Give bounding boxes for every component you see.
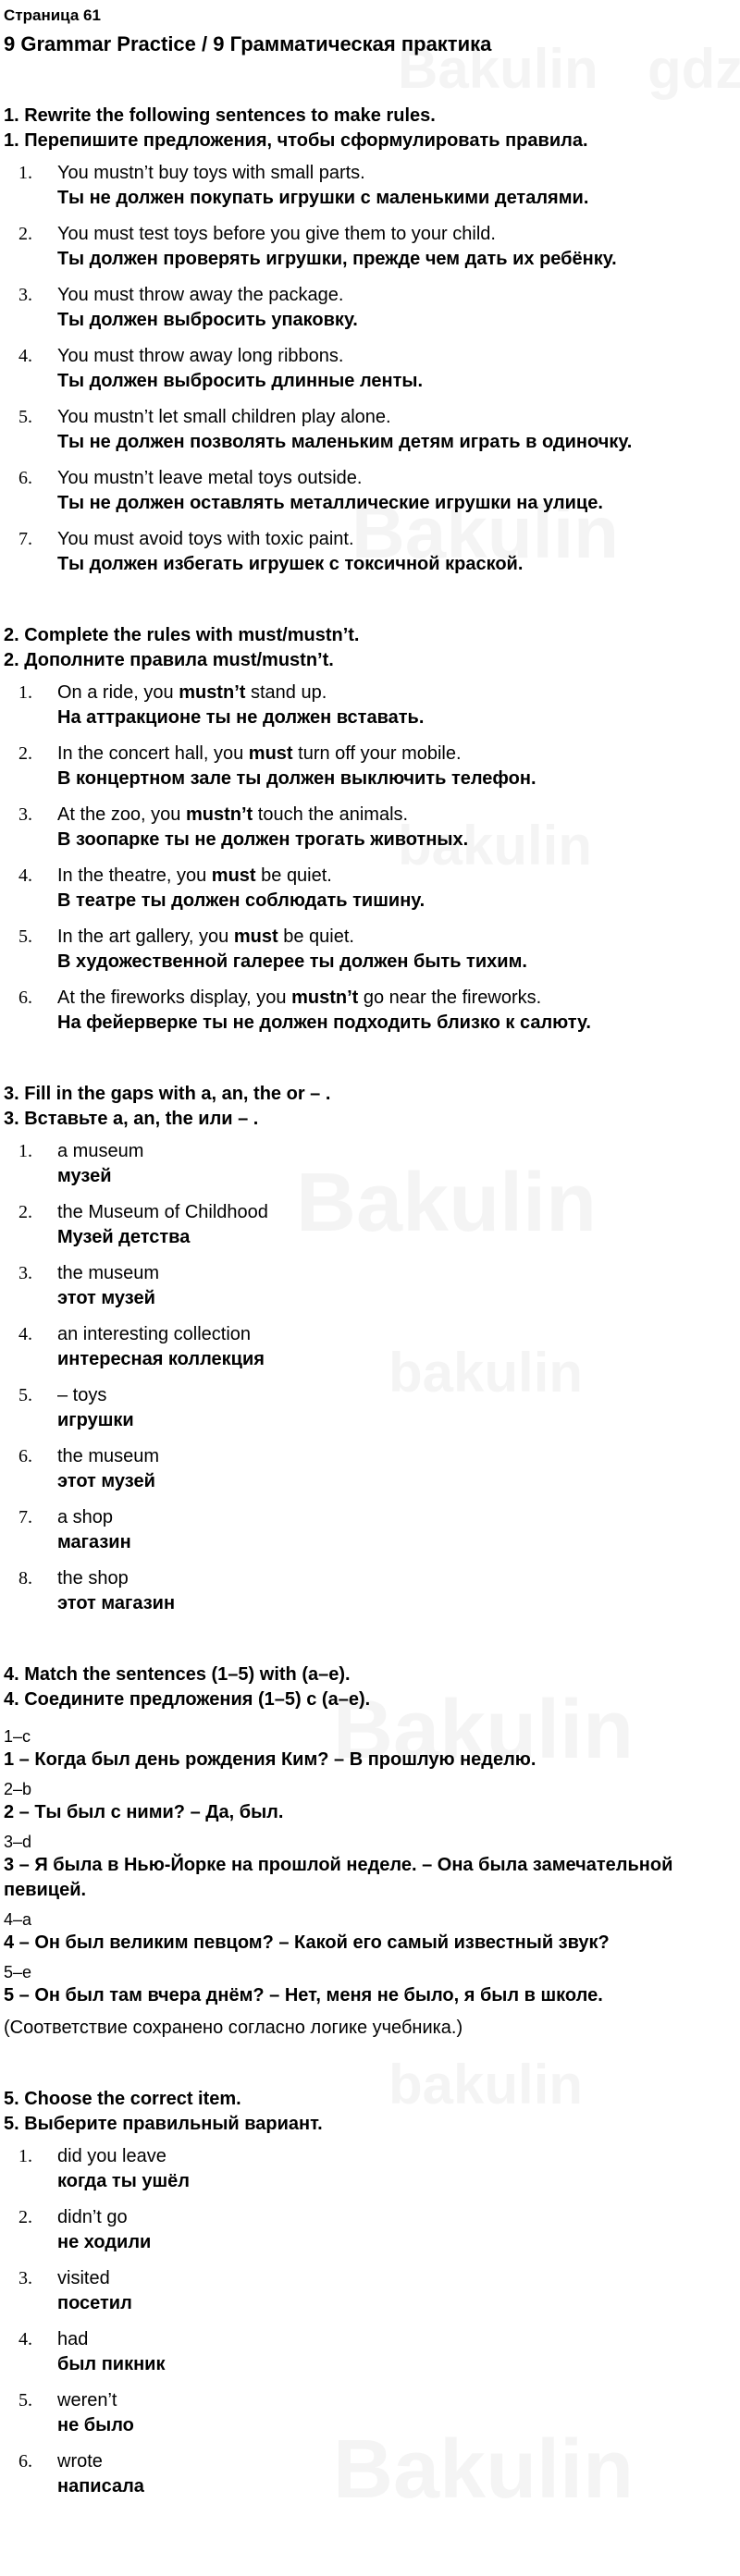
list-item [4,986,736,1036]
match-text: 4 – Он был великим певцом? – Какой его самый известный звук? [4,1932,610,1953]
item-number: 6. [18,468,32,488]
list-item [4,925,736,975]
sentence-end: turn off your mobile. [292,743,462,764]
sentence-start: In the concert hall, you [57,743,249,764]
list-item [4,1566,736,1616]
list-item [4,1444,736,1494]
task-2 [4,623,736,1036]
item-russian: Ты не должен покупать игрушки с маленькими деталями. [57,188,589,208]
item-number: 6. [18,2451,32,2472]
item-english: You must throw away long ribbons. [57,346,344,366]
item-number: 2. [18,224,32,244]
item-number: 2. [18,743,32,764]
item-english: the shop [57,1568,129,1589]
list-item [4,1322,736,1372]
item-russian: Ты должен выбросить длинные ленты. [57,371,424,391]
answer-word: mustn’t [291,987,359,1008]
list-item [4,1139,736,1189]
match-code: 3–d [4,1833,32,1851]
answer-word: mustn’t [185,804,253,825]
item-russian: посетил [57,2293,132,2313]
sentence-end: go near the fireworks. [358,987,542,1008]
item-english: an interesting collection [57,1324,252,1344]
task-5-title-ru: 5. Выберите правильный вариант. [4,2114,323,2134]
item-english [57,681,736,705]
answer-word: must [233,926,278,947]
task-1 [4,104,736,577]
item-number: 2. [18,2207,32,2227]
item-russian: написала [57,2476,144,2496]
list-item [4,2388,736,2438]
sentence-start: In the theatre, you [57,865,212,886]
task-3-title-ru: 3. Вставьте a, an, the или – . [4,1109,259,1129]
item-english: a shop [57,1507,114,1527]
sentence-start: In the art gallery, you [57,926,234,947]
task-4-title-ru: 4. Соедините предложения (1–5) с (a–e). [4,1689,371,1710]
list-item [4,1261,736,1311]
item-number: 4. [18,346,32,366]
item-number: 7. [18,529,32,549]
match-code: 2–b [4,1780,32,1798]
list-item [4,283,736,333]
match-text: 2 – Ты был с ними? – Да, был. [4,1802,284,1822]
item-russian: Ты должен проверять игрушки, прежде чем дать их ребёнку. [57,249,617,269]
item-number: 3. [18,285,32,305]
item-english: weren’t [57,2390,117,2410]
item-number: 3. [18,804,32,825]
list-item [4,222,736,272]
item-english: visited [57,2268,110,2288]
task-3 [4,1082,736,1616]
task-4-answers [4,1725,736,2041]
item-number: 1. [18,163,32,183]
task-4 [4,1662,736,2041]
item-russian: был пикник [57,2354,166,2374]
list-item [4,803,736,853]
task-5 [4,2087,736,2499]
sentence-end: touch the animals. [253,804,409,825]
item-number: 8. [18,1568,32,1589]
item-english [57,925,736,950]
task-1-list [4,161,736,577]
item-english: You mustn’t let small children play alone. [57,407,391,427]
match-code: 4–a [4,1910,32,1929]
item-english [57,742,736,767]
item-number: 5. [18,926,32,947]
item-russian: В театре ты должен соблюдать тишину. [57,890,426,911]
item-russian: Ты должен выбросить упаковку. [57,310,358,330]
item-number: 4. [18,865,32,886]
item-number: 2. [18,1202,32,1222]
item-russian: этот магазин [57,1593,176,1613]
item-number: 5. [18,407,32,427]
item-russian: интересная коллекция [57,1349,265,1369]
sentence-start: At the fireworks display, you [57,987,292,1008]
item-number: 6. [18,987,32,1008]
list-item [4,405,736,455]
item-english: – toys [57,1385,107,1405]
task-2-title-en: 2. Complete the rules with must/mustn’t. [4,625,360,645]
item-russian: не было [57,2415,134,2435]
item-number: 3. [18,2268,32,2288]
item-russian: этот музей [57,1288,155,1308]
item-english [57,986,736,1011]
item-number: 5. [18,1385,32,1405]
item-english: had [57,2329,89,2349]
item-english: You must throw away the package. [57,285,344,305]
task-5-title-en: 5. Choose the correct item. [4,2089,241,2109]
item-english [57,803,736,828]
item-russian: игрушки [57,1410,134,1430]
task-4-note: (Соответствие сохранено согласно логике учебника.) [4,2018,463,2038]
item-english: the museum [57,1446,160,1466]
page-title: 9 Grammar Practice / 9 Грамматическая практика [4,32,492,55]
list-item [4,527,736,577]
list-item [4,1505,736,1555]
item-number: 4. [18,2329,32,2349]
item-english: You mustn’t buy toys with small parts. [57,163,365,183]
list-item [4,2327,736,2377]
item-russian: Ты не должен позволять маленьким детям играть в одиночку. [57,432,633,452]
list-item [4,1383,736,1433]
answer-word: must [248,743,293,764]
answer-word: must [211,865,256,886]
item-russian: музей [57,1166,112,1186]
item-russian: В зоопарке ты не должен трогать животных. [57,829,469,850]
item-number: 1. [18,1141,32,1161]
list-item [4,864,736,914]
list-item [4,2205,736,2255]
task-2-title-ru: 2. Дополните правила must/mustn’t. [4,650,334,670]
item-english: You must test toys before you give them to your child. [57,224,496,244]
item-russian: На фейерверке ты не должен подходить близко к салюту. [57,1012,591,1033]
sentence-start: On a ride, you [57,682,179,703]
item-russian: Ты должен избегать игрушек с токсичной краской. [57,554,524,574]
list-item [4,2449,736,2499]
item-number: 3. [18,1263,32,1283]
task-3-title-en: 3. Fill in the gaps with a, an, the or – . [4,1084,331,1104]
match-text: 1 – Когда был день рождения Ким? – В прошлую неделю. [4,1749,536,1770]
task-4-title-en: 4. Match the sentences (1–5) with (a–e). [4,1664,351,1685]
match-code: 5–e [4,1963,32,1981]
list-item [4,466,736,516]
item-english: a museum [57,1141,144,1161]
list-item [4,161,736,211]
item-english: did you leave [57,2146,166,2166]
item-russian: На аттракционе ты не должен вставать. [57,707,425,728]
item-english: You mustn’t leave metal toys outside. [57,468,363,488]
item-english: the museum [57,1263,160,1283]
item-russian: этот музей [57,1471,155,1491]
item-english: the Museum of Childhood [57,1202,268,1222]
page-number: Страница 61 [4,6,101,24]
item-english: You must avoid toys with toxic paint. [57,529,354,549]
task-5-list [4,2144,736,2499]
item-english [57,864,736,889]
sentence-start: At the zoo, you [57,804,186,825]
item-number: 7. [18,1507,32,1527]
task-3-list [4,1139,736,1616]
task-1-title-ru: 1. Перепишите предложения, чтобы сформулировать правила. [4,130,588,151]
item-russian: В художественной галерее ты должен быть тихим. [57,951,527,972]
list-item [4,742,736,791]
item-number: 1. [18,682,32,703]
item-number: 6. [18,1446,32,1466]
sentence-end: be quiet. [255,865,332,886]
list-item [4,2266,736,2316]
task-1-title-en: 1. Rewrite the following sentences to make rules. [4,105,436,126]
sentence-end: be quiet. [278,926,354,947]
item-english: wrote [57,2451,103,2472]
list-item [4,2144,736,2194]
item-russian: В концертном зале ты должен выключить телефон. [57,768,536,789]
item-number: 1. [18,2146,32,2166]
task-2-list [4,681,736,1036]
list-item [4,1200,736,1250]
match-text: 3 – Я была в Нью-Йорке на прошлой неделе. – Она была замечательной певицей. [4,1855,673,1900]
list-item [4,681,736,730]
item-russian: когда ты ушёл [57,2171,190,2191]
sentence-end: stand up. [245,682,327,703]
match-text: 5 – Он был там вчера днём? – Нет, меня не было, я был в школе. [4,1985,603,2006]
list-item [4,344,736,394]
item-number: 5. [18,2390,32,2410]
item-russian: магазин [57,1532,131,1552]
match-code: 1–c [4,1727,31,1746]
item-english: didn’t go [57,2207,128,2227]
item-russian: Музей детства [57,1227,191,1247]
item-russian: Ты не должен оставлять металлические игрушки на улице. [57,493,603,513]
answer-word: mustn’t [179,682,246,703]
item-number: 4. [18,1324,32,1344]
item-russian: не ходили [57,2232,152,2252]
